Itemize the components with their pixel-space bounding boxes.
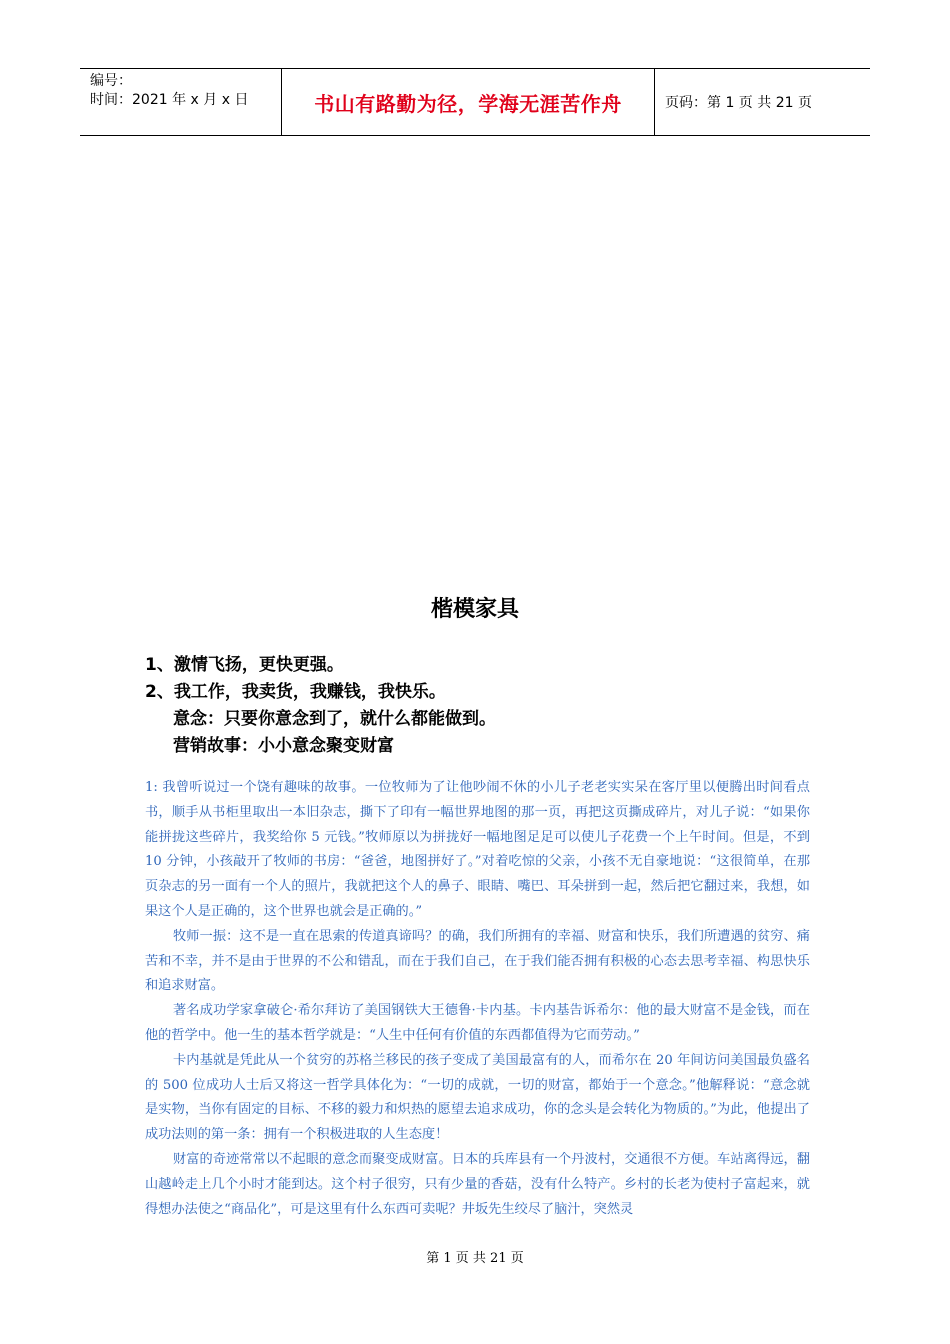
- paragraph: 财富的奇迹常常以不起眼的意念而聚变成财富。日本的兵库县有一个丹波村，交通很不方便。车站离得远，翻山越岭走上几个小时才能到达。这个村子很穷，只有少量的香菇，没有什么特产。乡村的长老为使村子富起来，就得想办法使之“商品化”，可是这里有什么东西可卖呢？井坂先生绞尽了脑汁，突然灵: [145, 1151, 810, 1217]
- outline-item: 2、我工作，我卖货，我赚钱，我快乐。: [145, 682, 446, 702]
- date-label: 时间：2021 年 x 月 x 日: [90, 92, 249, 108]
- page-footer: 第 1 页 共 21 页: [426, 1251, 524, 1266]
- header-meta-cell: [80, 69, 282, 135]
- outline-list: [145, 652, 496, 760]
- motto-text: 书山有路勤为径，学海无涯苦作舟: [314, 91, 622, 116]
- paragraph: 著名成功学家拿破仑·希尔拜访了美国钢铁大王德鲁·卡内基。卡内基告诉希尔：他的最大财富不是金钱，而在他的哲学中。他一生的基本哲学就是：“人生中任何有价值的东西都值得为它而劳动。”: [145, 1003, 810, 1043]
- paragraph: 卡内基就是凭此从一个贫穷的苏格兰移民的孩子变成了美国最富有的人，而希尔在 20 年间访问美国最负盛名的 500 位成功人士后又将这一哲学具体化为：“一切的成就，一切的财富，都始于一个意念。”他解释说：“意念就是实物，当你有固定的目标、不移的毅力和炽热的愿望去追求成功，你的念头是会转化为物质的。”为此，他提出了成功法则的第一条：拥有一个积极进取的人生态度！: [145, 1052, 810, 1143]
- number-label: 编号：: [90, 73, 132, 89]
- header-table: [80, 68, 870, 136]
- header-page-cell: [655, 69, 870, 135]
- header-motto-cell: [282, 69, 655, 135]
- story-body: [145, 776, 810, 1222]
- paragraph: 牧师一振：这不是一直在思索的传道真谛吗？的确，我们所拥有的幸福、财富和快乐，我们所遭遇的贫穷、痛苦和不幸，并不是由于世界的不公和错乱，而在于我们自己，在于我们能否拥有积极的心态去思考幸福、构思快乐和追求财富。: [145, 928, 810, 994]
- outline-item: 营销故事：小小意念聚变财富: [173, 736, 394, 756]
- outline-item: 意念：只要你意念到了，就什么都能做到。: [173, 709, 496, 729]
- document-title: 楷模家具: [430, 597, 519, 622]
- outline-item: 1、激情飞扬，更快更强。: [145, 655, 344, 675]
- paragraph: 1: 我曾听说过一个饶有趣味的故事。一位牧师为了让他吵闹不休的小儿子老老实实呆在客厅里以便腾出时间看点书，顺手从书柜里取出一本旧杂志，撕下了印有一幅世界地图的那一页，再把这页撕成碎片，对儿子说：“如果你能拼拢这些碎片，我奖给你 5 元钱。”牧师原以为拼拢好一幅地图足足可以使儿子花费一个上午时间。但是，不到 10 分钟，小孩敲开了牧师的书房：“爸爸，地图拼好了。”对着吃惊的父亲，小孩不无自豪地说：“这很简单，在那页杂志的另一面有一个人的照片，我就把这个人的鼻子、眼睛、嘴巴、耳朵拼到一起，然后把它翻过来，我想，如果这个人是正确的，这个世界也就会是正确的。”: [145, 780, 810, 919]
- page-info: 页码：第 1 页 共 21 页: [665, 95, 812, 111]
